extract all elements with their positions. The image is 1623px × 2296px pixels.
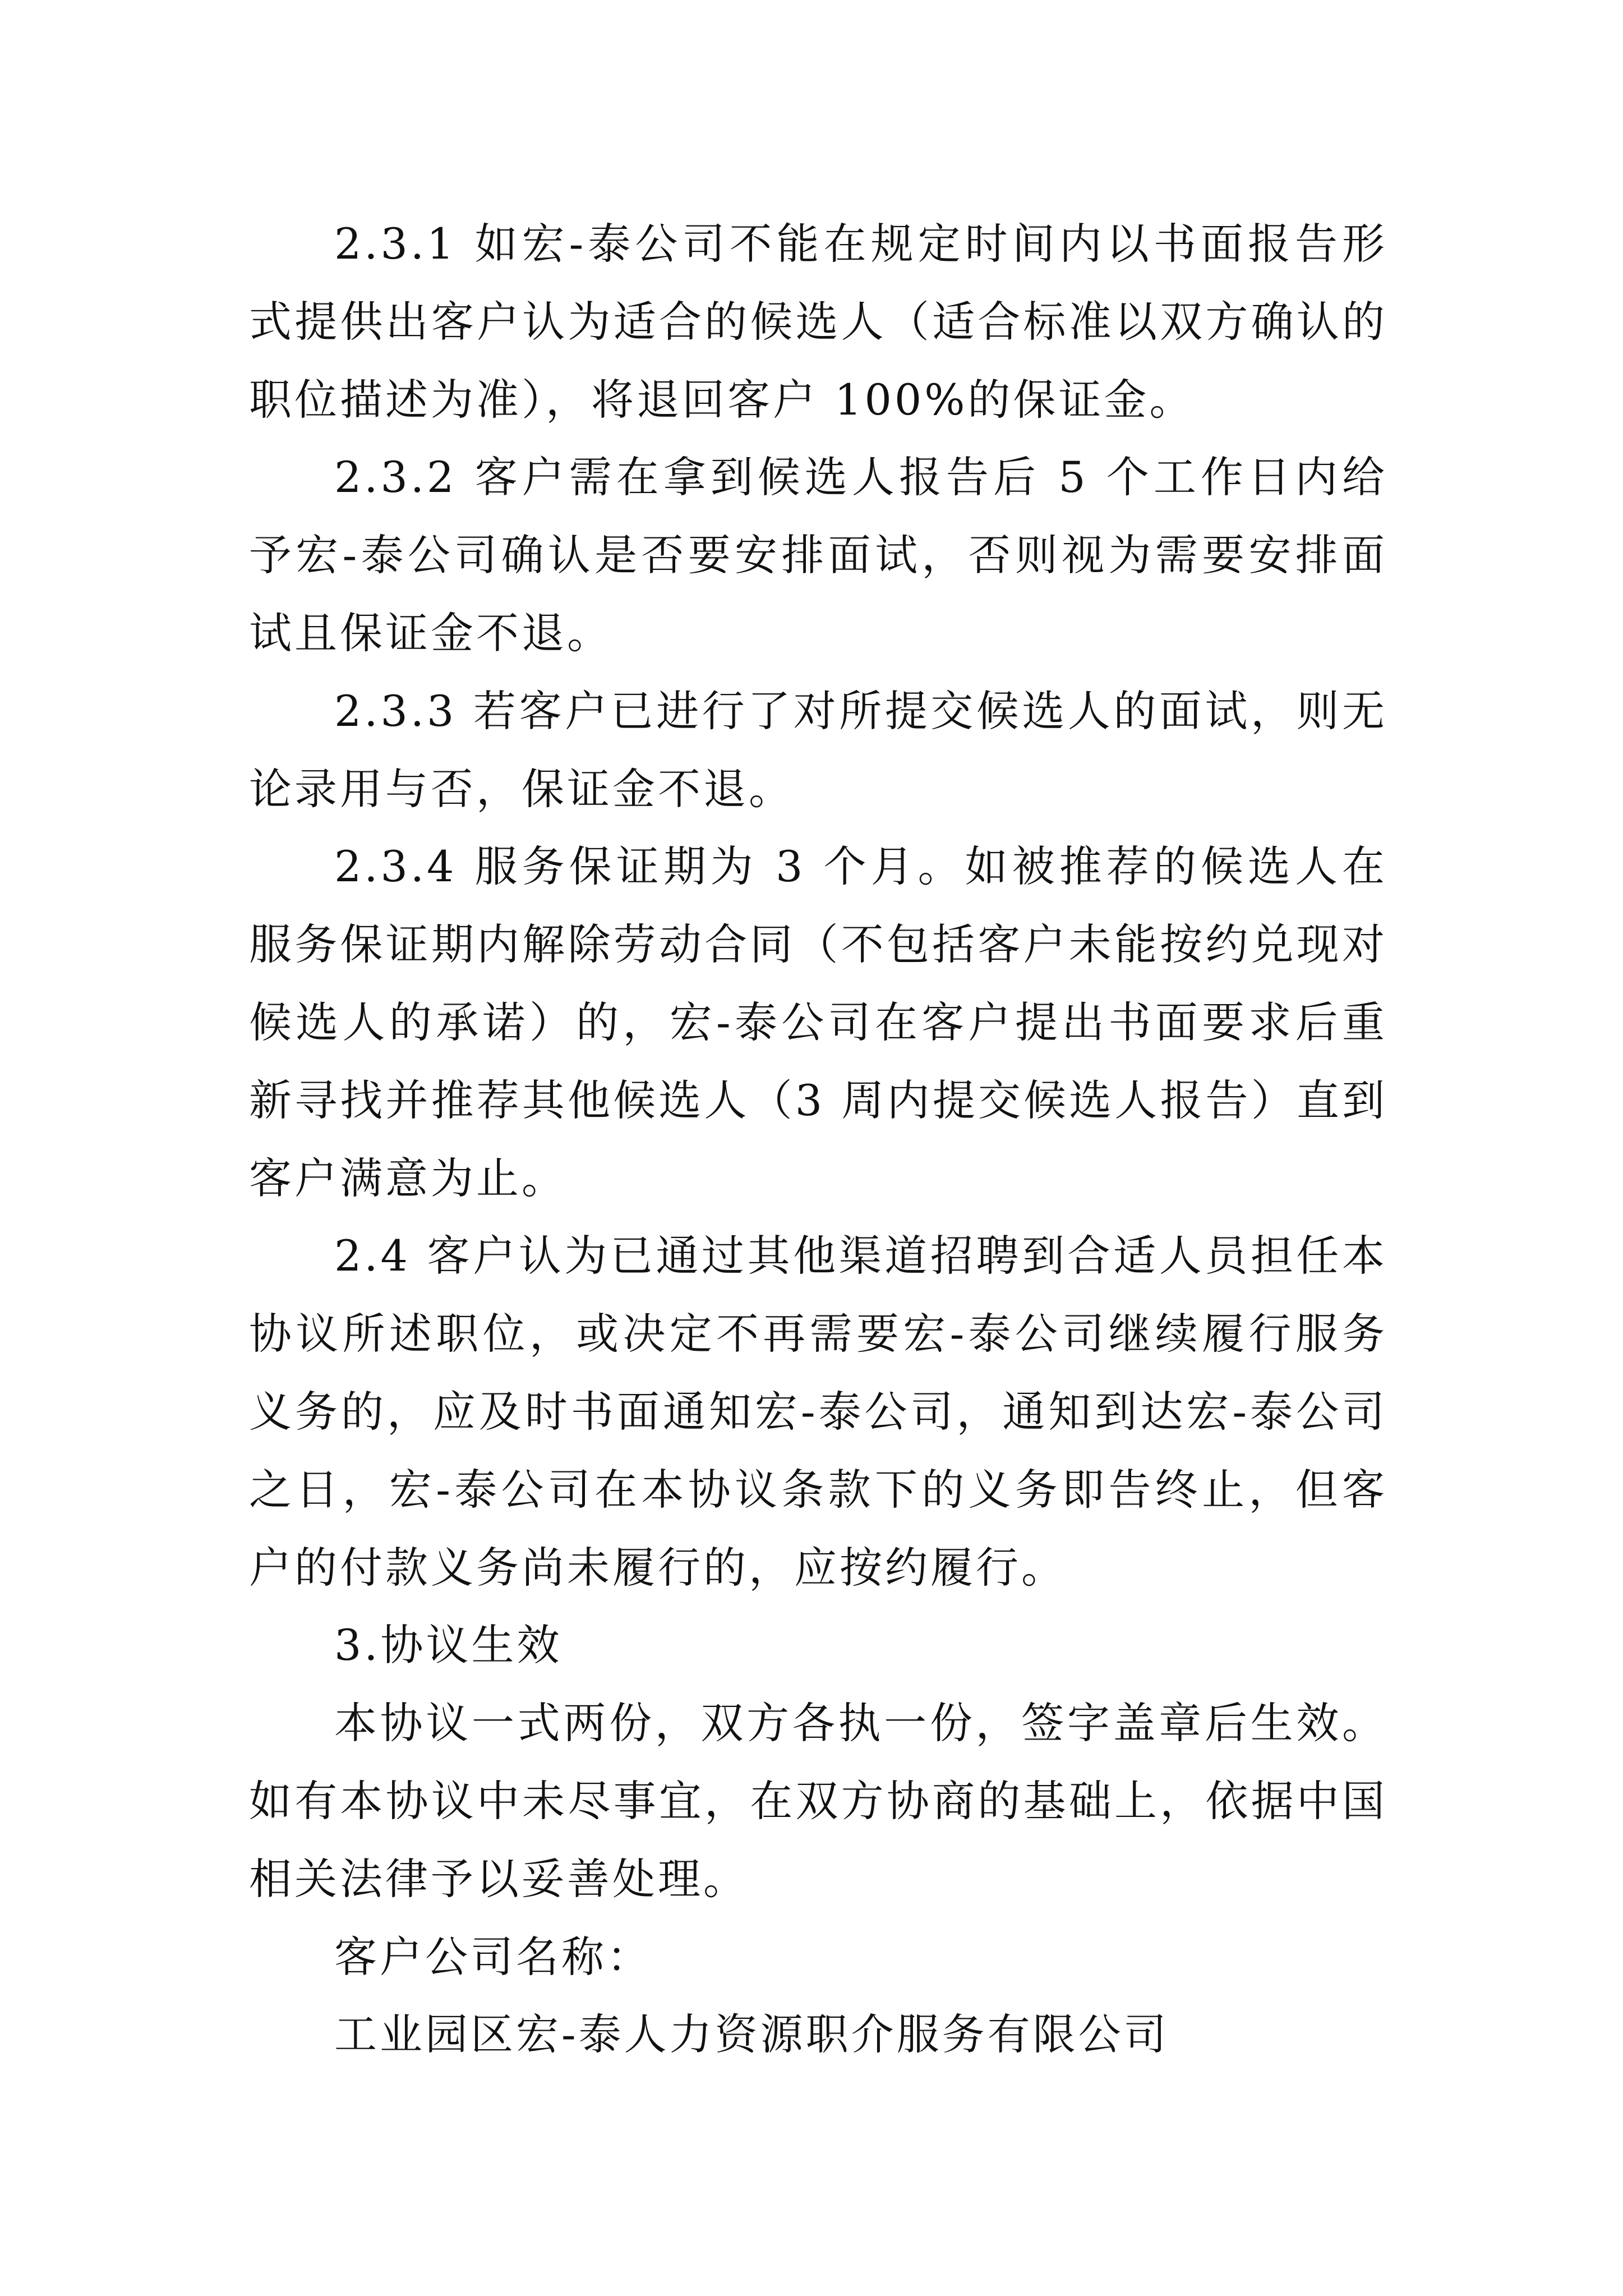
client-company-name-label: 客户公司名称： bbox=[334, 1931, 652, 1982]
clause-2-3-4: 2.3.4 服务保证期为 3 个月。如被推荐的候选人在服务保证期内解除劳动合同（不包括客户未能按约兑现对候选人的承诺）的，宏-泰公司在客户提出书面要求后重新寻找并推荐其他候选人（3 周内提交候选人报告）直到客户满意为止。 bbox=[249, 841, 1387, 1203]
agreement-effect-paragraph: 本协议一式两份，双方各执一份，签字盖章后生效。如有本协议中未尽事宜，在双方协商的基础上，依据中国相关法律予以妥善处理。 bbox=[249, 1698, 1387, 1904]
clause-2-3-3: 2.3.3 若客户已进行了对所提交候选人的面试，则无论录用与否，保证金不退。 bbox=[249, 685, 1387, 814]
document-body bbox=[249, 205, 1387, 2074]
clause-2-4: 2.4 客户认为已通过其他渠道招聘到合适人员担任本协议所述职位，或决定不再需要宏-泰公司继续履行服务义务的，应及时书面通知宏-泰公司，通知到达宏-泰公司之日，宏-泰公司在本协议条款下的义务即告终止，但客户的付款义务尚未履行的，应按约履行。 bbox=[249, 1231, 1387, 1593]
section-3-heading: 3.协议生效 bbox=[334, 1620, 562, 1671]
provider-company-name: 工业园区宏-泰人力资源职介服务有限公司 bbox=[334, 2009, 1169, 2060]
clause-2-3-1: 2.3.1 如宏-泰公司不能在规定时间内以书面报告形式提供出客户认为适合的候选人（适合标准以双方确认的职位描述为准），将退回客户 100%的保证金。 bbox=[249, 219, 1387, 425]
clause-2-3-2: 2.3.2 客户需在拿到候选人报告后 5 个工作日内给予宏-泰公司确认是否要安排面试，否则视为需要安排面试且保证金不退。 bbox=[249, 452, 1387, 658]
